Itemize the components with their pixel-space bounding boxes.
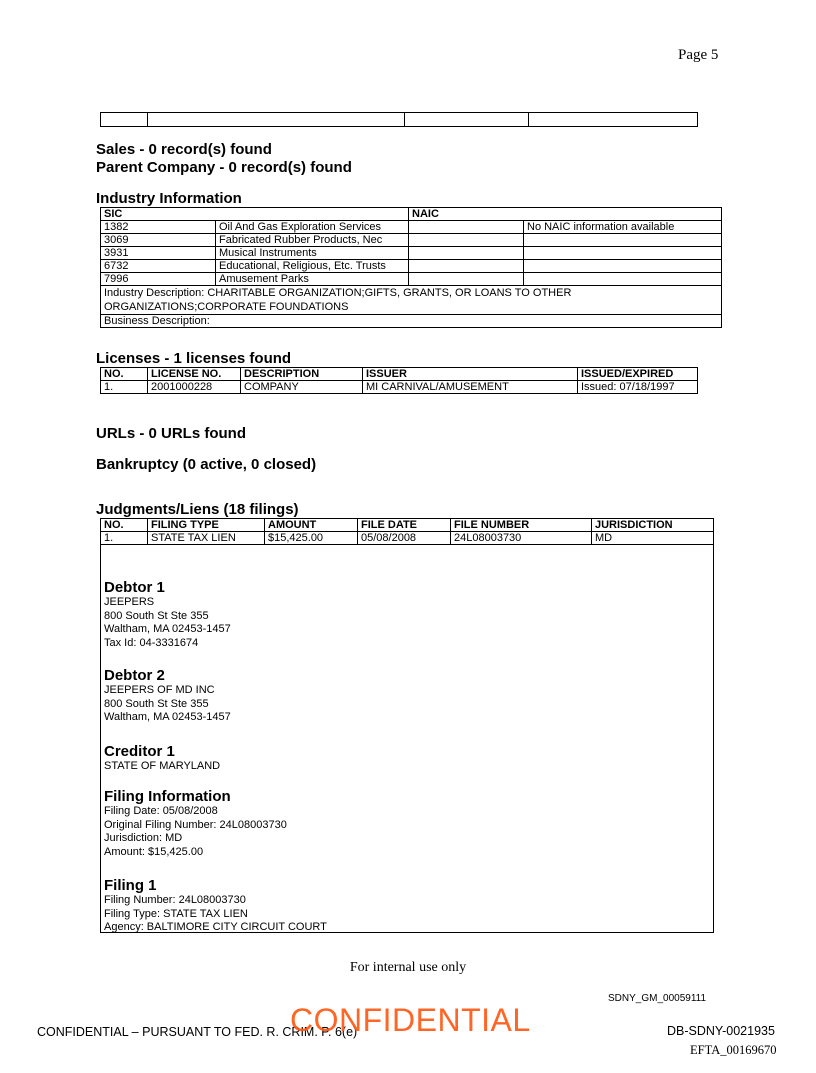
- table-cell: MI CARNIVAL/AMUSEMENT: [363, 381, 578, 394]
- table-cell: [409, 234, 524, 247]
- table-row: [101, 368, 698, 381]
- table-cell: 1382: [101, 221, 216, 234]
- table-header: NO.: [101, 519, 148, 532]
- table-cell: Musical Instruments: [216, 247, 409, 260]
- table-header: NO.: [101, 368, 148, 381]
- detail-line: Waltham, MA 02453-1457: [104, 711, 231, 723]
- detail-line: Filing Date: 05/08/2008: [104, 805, 218, 817]
- table-header: ISSUER: [363, 368, 578, 381]
- industry-description-line: ORGANIZATIONS;CORPORATE FOUNDATIONS: [104, 301, 349, 313]
- bankruptcy-heading: Bankruptcy (0 active, 0 closed): [96, 456, 317, 473]
- document-id: DB-SDNY-0021935: [667, 1024, 775, 1038]
- table-cell: No NAIC information available: [524, 221, 722, 234]
- detail-line: Agency: BALTIMORE CITY CIRCUIT COURT: [104, 921, 327, 933]
- table-header: JURISDICTION: [592, 519, 714, 532]
- page-number: Page 5: [678, 47, 719, 63]
- table-cell: 1.: [101, 532, 148, 545]
- table-cell: [524, 260, 722, 273]
- table-row: [101, 532, 714, 545]
- table-cell: 7996: [101, 273, 216, 286]
- confidential-notice: CONFIDENTIAL – PURSUANT TO FED. R. CRIM. P. 6(e): [37, 1025, 358, 1039]
- filing-1-title: Filing 1: [104, 877, 157, 894]
- sic-header: SIC: [101, 208, 409, 221]
- table-cell: 2001000228: [148, 381, 241, 394]
- table-cell: 1.: [101, 381, 148, 394]
- table-cell: COMPANY: [241, 381, 363, 394]
- table-cell: MD: [592, 532, 714, 545]
- table-row: [101, 315, 722, 328]
- table-cell: 24L08003730: [451, 532, 592, 545]
- detail-line: STATE OF MARYLAND: [104, 760, 221, 772]
- table-row: [101, 247, 722, 260]
- parent-company-heading: Parent Company - 0 record(s) found: [96, 159, 352, 176]
- table-header: DESCRIPTION: [241, 368, 363, 381]
- table-cell: [524, 234, 722, 247]
- urls-heading: URLs - 0 URLs found: [96, 425, 246, 442]
- detail-line: Filing Number: 24L08003730: [104, 894, 246, 906]
- debtor-1: [104, 579, 231, 650]
- table-cell: Educational, Religious, Etc. Trusts: [216, 260, 409, 273]
- detail-line: JEEPERS: [104, 596, 155, 608]
- debtor-2: [104, 667, 231, 725]
- detail-line: Waltham, MA 02453-1457: [104, 623, 231, 635]
- detail-line: Original Filing Number: 24L08003730: [104, 818, 287, 831]
- carryover-table: [100, 112, 698, 127]
- creditor-1-title: Creditor 1: [104, 743, 175, 760]
- table-cell: STATE TAX LIEN: [148, 532, 265, 545]
- filing-information-title: Filing Information: [104, 788, 231, 805]
- efta-id: EFTA_00169670: [690, 1043, 777, 1057]
- table-row: [101, 519, 714, 532]
- table-cell: [409, 273, 524, 286]
- detail-line: Jurisdiction: MD: [104, 832, 183, 844]
- table-header: AMOUNT: [265, 519, 358, 532]
- table-cell: [409, 260, 524, 273]
- table-row: [101, 286, 722, 315]
- filing-information: [104, 788, 287, 859]
- judgments-heading: Judgments/Liens (18 filings): [96, 501, 299, 518]
- table-row: [101, 260, 722, 273]
- table-cell: 3931: [101, 247, 216, 260]
- creditor-1: [104, 743, 220, 774]
- table-cell: $15,425.00: [265, 532, 358, 545]
- table-header: ISSUED/EXPIRED: [578, 368, 698, 381]
- detail-line: Filing Type: STATE TAX LIEN: [104, 907, 248, 920]
- table-row: [101, 273, 722, 286]
- licenses-heading: Licenses - 1 licenses found: [96, 350, 292, 367]
- table-cell: Oil And Gas Exploration Services: [216, 221, 409, 234]
- table-cell: Issued: 07/18/1997: [578, 381, 698, 394]
- detail-line: Amount: $15,425.00: [104, 845, 204, 858]
- table-cell: [409, 221, 524, 234]
- table-cell: [524, 247, 722, 260]
- table-cell: 6732: [101, 260, 216, 273]
- naic-header: NAIC: [409, 208, 722, 221]
- table-row: [101, 381, 698, 394]
- detail-line: Tax Id: 04-3331674: [104, 636, 199, 649]
- internal-use-note: For internal use only: [349, 960, 467, 975]
- table-cell: 05/08/2008: [358, 532, 451, 545]
- licenses-table: [100, 367, 698, 394]
- table-header: FILE DATE: [358, 519, 451, 532]
- table-cell: [524, 273, 722, 286]
- table-header: FILE NUMBER: [451, 519, 592, 532]
- table-cell: 3069: [101, 234, 216, 247]
- table-header: LICENSE NO.: [148, 368, 241, 381]
- table-cell: Amusement Parks: [216, 273, 409, 286]
- industry-table: [100, 207, 722, 328]
- filing-1: [104, 877, 327, 935]
- table-row: [101, 113, 698, 127]
- industry-heading: Industry Information: [96, 190, 242, 207]
- table-row: [101, 221, 722, 234]
- detail-line: JEEPERS OF MD INC: [104, 684, 215, 696]
- detail-line: 800 South St Ste 355: [104, 697, 209, 710]
- table-row: [101, 234, 722, 247]
- debtor-1-title: Debtor 1: [104, 579, 165, 596]
- sales-heading: Sales - 0 record(s) found: [96, 141, 272, 158]
- table-header: FILING TYPE: [148, 519, 265, 532]
- table-cell: [409, 247, 524, 260]
- business-description: Business Description:: [101, 315, 722, 328]
- industry-description-line: Industry Description: CHARITABLE ORGANIZATION;GIFTS, GRANTS, OR LOANS TO OTHER: [104, 287, 572, 299]
- bates-number: SDNY_GM_00059111: [608, 993, 707, 1004]
- confidential-stamp: CONFIDENTIAL: [290, 1002, 531, 1038]
- table-cell: Fabricated Rubber Products, Nec: [216, 234, 409, 247]
- debtor-2-title: Debtor 2: [104, 667, 165, 684]
- industry-description: [101, 286, 722, 315]
- detail-line: 800 South St Ste 355: [104, 609, 209, 622]
- table-row: [101, 208, 722, 221]
